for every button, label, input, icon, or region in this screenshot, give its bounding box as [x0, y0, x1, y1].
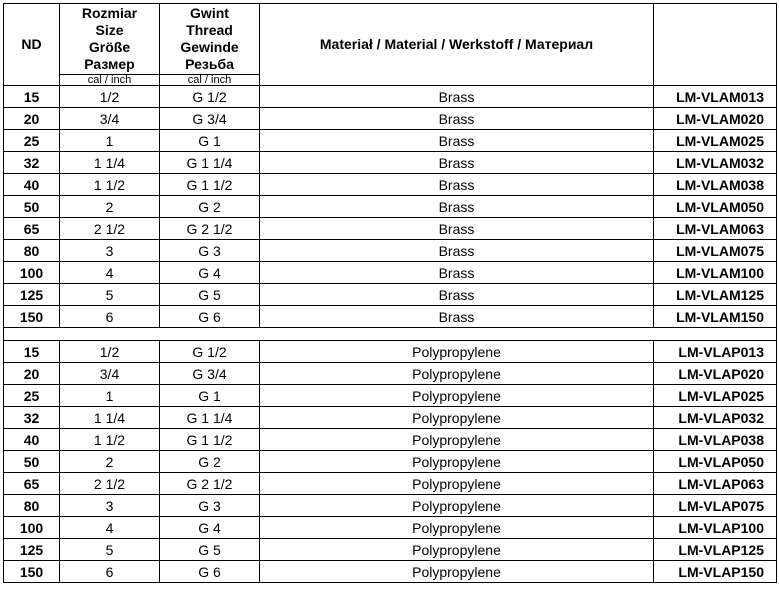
cell-material: Brass — [260, 196, 654, 218]
cell-size: 2 1/2 — [60, 218, 160, 240]
cell-size: 3 — [60, 495, 160, 517]
table-row — [4, 284, 777, 306]
cell-code: LM-VLAP150 — [654, 561, 777, 583]
cell-code: LM-VLAM063 — [654, 218, 777, 240]
cell-thread: G 2 — [160, 451, 260, 473]
cell-thread: G 3 — [160, 495, 260, 517]
cell-nd: 20 — [4, 108, 60, 130]
cell-code: LM-VLAP100 — [654, 517, 777, 539]
cell-thread: G 3/4 — [160, 363, 260, 385]
cell-code: LM-VLAM125 — [654, 284, 777, 306]
cell-thread: G 5 — [160, 539, 260, 561]
cell-code: LM-VLAP020 — [654, 363, 777, 385]
cell-material: Brass — [260, 262, 654, 284]
cell-material: Polypropylene — [260, 407, 654, 429]
table-row — [4, 407, 777, 429]
cell-thread: G 1 — [160, 130, 260, 152]
table-row — [4, 108, 777, 130]
cell-material: Polypropylene — [260, 495, 654, 517]
cell-code: LM-VLAM150 — [654, 306, 777, 328]
cell-nd: 50 — [4, 196, 60, 218]
table-row — [4, 495, 777, 517]
cell-thread: G 4 — [160, 262, 260, 284]
table-row — [4, 473, 777, 495]
cell-nd: 100 — [4, 262, 60, 284]
cell-nd: 65 — [4, 218, 60, 240]
cell-material: Polypropylene — [260, 561, 654, 583]
cell-material: Polypropylene — [260, 385, 654, 407]
cell-material: Polypropylene — [260, 517, 654, 539]
cell-thread: G 5 — [160, 284, 260, 306]
cell-material: Brass — [260, 306, 654, 328]
cell-size: 1/2 — [60, 341, 160, 363]
header-thread-line: Резьба — [185, 56, 234, 72]
table-row — [4, 341, 777, 363]
cell-thread: G 3 — [160, 240, 260, 262]
cell-material: Brass — [260, 152, 654, 174]
cell-nd: 40 — [4, 174, 60, 196]
cell-size: 6 — [60, 561, 160, 583]
cell-code: LM-VLAP125 — [654, 539, 777, 561]
separator-cell — [4, 328, 777, 341]
table-row — [4, 262, 777, 284]
cell-code: LM-VLAM025 — [654, 130, 777, 152]
cell-thread: G 1 1/2 — [160, 174, 260, 196]
cell-material: Polypropylene — [260, 451, 654, 473]
cell-nd: 100 — [4, 517, 60, 539]
header-size-unit: cal / inch — [60, 75, 160, 86]
cell-size: 1 1/4 — [60, 407, 160, 429]
cell-size: 1 1/2 — [60, 174, 160, 196]
cell-size: 5 — [60, 284, 160, 306]
cell-code: LM-VLAM013 — [654, 86, 777, 108]
header-material: Materiał / Material / Werkstoff / Материал — [260, 4, 654, 86]
cell-code: LM-VLAM100 — [654, 262, 777, 284]
cell-size: 3/4 — [60, 108, 160, 130]
cell-size: 1 1/4 — [60, 152, 160, 174]
cell-code: LM-VLAP025 — [654, 385, 777, 407]
cell-nd: 15 — [4, 341, 60, 363]
cell-material: Brass — [260, 86, 654, 108]
header-size-line: Größe — [88, 39, 131, 55]
table-row — [4, 561, 777, 583]
cell-nd: 20 — [4, 363, 60, 385]
cell-thread: G 3/4 — [160, 108, 260, 130]
table-row — [4, 363, 777, 385]
header-size — [60, 4, 160, 75]
header-thread-unit: cal / inch — [160, 75, 260, 86]
cell-nd: 80 — [4, 240, 60, 262]
table-row — [4, 539, 777, 561]
cell-code: LM-VLAM020 — [654, 108, 777, 130]
cell-size: 2 — [60, 196, 160, 218]
cell-nd: 125 — [4, 284, 60, 306]
table-row — [4, 86, 777, 108]
header-size-line: Size — [95, 22, 124, 38]
cell-code: LM-VLAM050 — [654, 196, 777, 218]
cell-thread: G 1 1/4 — [160, 152, 260, 174]
cell-code: LM-VLAM075 — [654, 240, 777, 262]
cell-code: LM-VLAP063 — [654, 473, 777, 495]
cell-nd: 25 — [4, 385, 60, 407]
cell-material: Polypropylene — [260, 363, 654, 385]
cell-code: LM-VLAP032 — [654, 407, 777, 429]
table-row — [4, 306, 777, 328]
cell-size: 2 1/2 — [60, 473, 160, 495]
header-thread — [160, 4, 260, 75]
header-thread-line: Gewinde — [180, 39, 239, 55]
cell-nd: 150 — [4, 561, 60, 583]
cell-nd: 32 — [4, 152, 60, 174]
cell-thread: G 2 1/2 — [160, 218, 260, 240]
cell-size: 3 — [60, 240, 160, 262]
cell-size: 3/4 — [60, 363, 160, 385]
spec-table — [3, 3, 777, 583]
table-row — [4, 517, 777, 539]
cell-nd: 40 — [4, 429, 60, 451]
cell-thread: G 2 — [160, 196, 260, 218]
cell-size: 1 — [60, 385, 160, 407]
table-row — [4, 385, 777, 407]
cell-material: Polypropylene — [260, 429, 654, 451]
table-row — [4, 429, 777, 451]
cell-material: Polypropylene — [260, 341, 654, 363]
table-row — [4, 240, 777, 262]
header-nd: ND — [4, 4, 60, 86]
header-size-line: Rozmiar — [81, 5, 138, 21]
cell-code: LM-VLAP050 — [654, 451, 777, 473]
cell-code: LM-VLAP013 — [654, 341, 777, 363]
cell-material: Brass — [260, 240, 654, 262]
cell-thread: G 2 1/2 — [160, 473, 260, 495]
cell-material: Polypropylene — [260, 473, 654, 495]
cell-size: 4 — [60, 517, 160, 539]
header-thread-line: Thread — [186, 22, 233, 38]
header-thread-line: Gwint — [190, 5, 229, 21]
table-row — [4, 130, 777, 152]
cell-nd: 150 — [4, 306, 60, 328]
cell-size: 1 1/2 — [60, 429, 160, 451]
header-size-line: Размер — [84, 56, 135, 72]
cell-thread: G 1 1/4 — [160, 407, 260, 429]
cell-size: 4 — [60, 262, 160, 284]
cell-thread: G 1 — [160, 385, 260, 407]
cell-size: 5 — [60, 539, 160, 561]
table-row — [4, 152, 777, 174]
cell-thread: G 1/2 — [160, 341, 260, 363]
cell-thread: G 6 — [160, 561, 260, 583]
cell-material: Polypropylene — [260, 539, 654, 561]
cell-code: LM-VLAM038 — [654, 174, 777, 196]
cell-material: Brass — [260, 108, 654, 130]
cell-nd: 15 — [4, 86, 60, 108]
table-row — [4, 451, 777, 473]
cell-thread: G 1 1/2 — [160, 429, 260, 451]
cell-nd: 50 — [4, 451, 60, 473]
cell-size: 2 — [60, 451, 160, 473]
cell-code: LM-VLAP038 — [654, 429, 777, 451]
cell-size: 6 — [60, 306, 160, 328]
cell-material: Brass — [260, 130, 654, 152]
cell-material: Brass — [260, 174, 654, 196]
section-separator — [4, 328, 777, 341]
table-body — [4, 4, 777, 583]
cell-material: Brass — [260, 218, 654, 240]
cell-nd: 32 — [4, 407, 60, 429]
cell-code: LM-VLAP075 — [654, 495, 777, 517]
header-code — [654, 4, 777, 86]
cell-size: 1 — [60, 130, 160, 152]
table-row — [4, 218, 777, 240]
cell-nd: 80 — [4, 495, 60, 517]
header-row — [4, 4, 777, 75]
table-row — [4, 196, 777, 218]
cell-thread: G 1/2 — [160, 86, 260, 108]
table-row — [4, 174, 777, 196]
cell-nd: 65 — [4, 473, 60, 495]
cell-size: 1/2 — [60, 86, 160, 108]
cell-nd: 25 — [4, 130, 60, 152]
cell-code: LM-VLAM032 — [654, 152, 777, 174]
cell-material: Brass — [260, 284, 654, 306]
cell-thread: G 6 — [160, 306, 260, 328]
cell-nd: 125 — [4, 539, 60, 561]
cell-thread: G 4 — [160, 517, 260, 539]
